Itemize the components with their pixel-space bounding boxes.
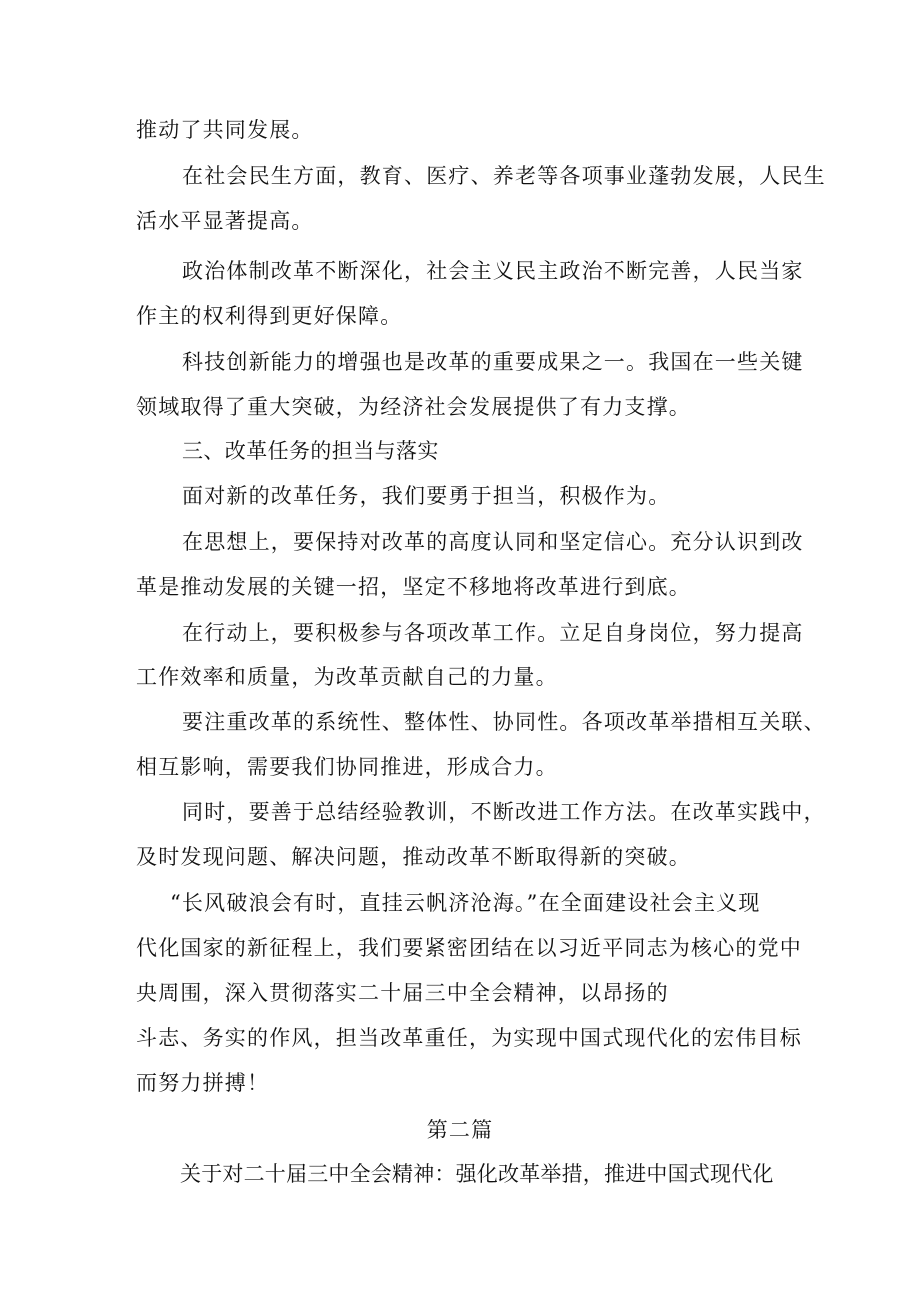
paragraph-line: 在社会民生方面，教育、医疗、养老等各项事业蓬勃发展，人民生 bbox=[182, 164, 826, 188]
paragraph-line: 科技创新能力的增强也是改革的重要成果之一。我国在一些关键 bbox=[182, 350, 804, 374]
paragraph-line: 活水平显著提高。 bbox=[136, 209, 314, 233]
section-heading: 三、改革任务的担当与落实 bbox=[182, 439, 439, 463]
paragraph-line: 工作效率和质量，为改革贡献自己的力量。 bbox=[136, 665, 558, 689]
paragraph-line: “长风破浪会有时，直挂云帆济沧海。”在全面建设社会主义现 bbox=[170, 891, 761, 915]
paragraph-line: 在行动上，要积极参与各项改革工作。立足自身岗位，努力提高 bbox=[182, 621, 804, 645]
paragraph-line: 代化国家的新征程上，我们要紧密团结在以习近平同志为核心的党中 bbox=[136, 936, 802, 960]
part-title: 关于对二十届三中全会精神：强化改革举措，推进中国式现代化 bbox=[180, 1162, 774, 1186]
paragraph-line: 相互影响，需要我们协同推进，形成合力。 bbox=[136, 755, 558, 779]
paragraph-line: 政治体制改革不断深化，社会主义民主政治不断完善，人民当家 bbox=[182, 259, 804, 283]
paragraph-line: 斗志、务实的作风，担当改革重任，为实现中国式现代化的宏伟目标 bbox=[136, 1026, 802, 1050]
part-label: 第二篇 bbox=[426, 1118, 494, 1142]
paragraph-line: 面对新的改革任务，我们要勇于担当，积极作为。 bbox=[182, 484, 671, 508]
paragraph-line: 同时，要善于总结经验教训，不断改进工作方法。在改革实践中， bbox=[182, 800, 826, 824]
paragraph-line: 革是推动发展的关键一招，坚定不移地将改革进行到底。 bbox=[136, 575, 691, 599]
paragraph-line: 央周围，深入贯彻落实二十届三中全会精神，以昂扬的 bbox=[136, 981, 669, 1005]
paragraph-line: 而努力拼搏！ bbox=[136, 1071, 270, 1095]
paragraph-line: 作主的权利得到更好保障。 bbox=[136, 304, 403, 328]
paragraph-line: 领域取得了重大突破，为经济社会发展提供了有力支撑。 bbox=[136, 395, 691, 419]
paragraph-line: 推动了共同发展。 bbox=[136, 118, 314, 142]
paragraph-line: 及时发现问题、解决问题，推动改革不断取得新的突破。 bbox=[136, 845, 691, 869]
paragraph-line: 在思想上，要保持对改革的高度认同和坚定信心。充分认识到改 bbox=[182, 530, 804, 554]
paragraph-line: 要注重改革的系统性、整体性、协同性。各项改革举措相互关联、 bbox=[182, 710, 826, 734]
